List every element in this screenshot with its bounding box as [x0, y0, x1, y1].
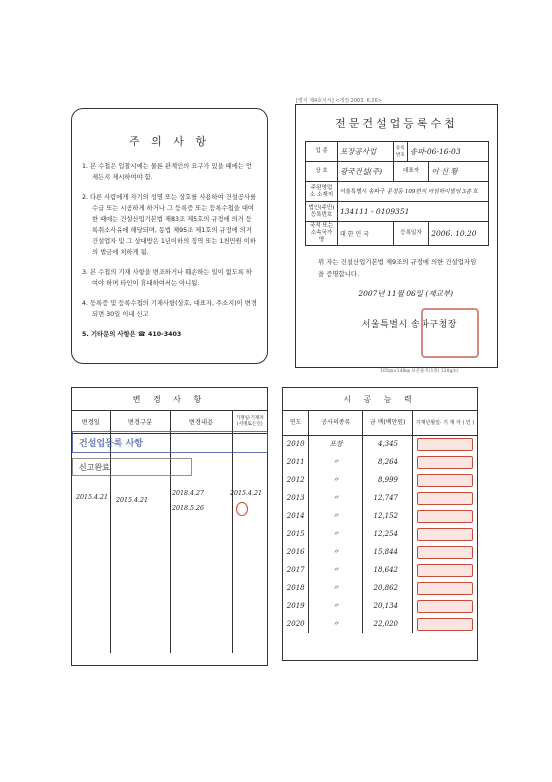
perf-stamp-cell [413, 471, 478, 489]
certificate-statement: 위 자는 건설산업기본법 제9조의 규정에 의한 건설업자임을 증명합니다. [318, 258, 477, 278]
perf-table [283, 411, 477, 633]
notice-list [82, 161, 257, 340]
address-label: 주된영업소 소재지 [306, 182, 338, 202]
perf-type-cell: 〃 [309, 597, 363, 615]
certificate-table [305, 141, 489, 246]
changes-header-type: 변경구분 [110, 411, 170, 433]
perf-year-cell: 2015 [283, 525, 309, 543]
notice-item-contact: 5. 기타문의 사항은 ☎ 410-3403 [82, 331, 182, 338]
perf-year-cell: 2012 [283, 471, 309, 489]
notice-panel [71, 108, 268, 364]
construction-capacity-panel [282, 387, 478, 661]
changes-title: 변 경 사 항 [72, 388, 267, 411]
reg-date-label: 등록일자 [393, 222, 428, 246]
perf-title: 시 공 능 력 [283, 388, 477, 411]
perf-type-cell: 〃 [309, 579, 363, 597]
perf-year-cell: 2014 [283, 507, 309, 525]
table-row [283, 453, 477, 471]
perf-type-cell: 〃 [309, 525, 363, 543]
red-stamp-icon [417, 438, 473, 451]
perf-stamp-cell [413, 579, 478, 597]
perf-amount-cell: 12,747 [363, 489, 413, 507]
red-stamp-icon [417, 546, 473, 559]
business-label: 업 종 [306, 142, 338, 162]
table-row [283, 615, 477, 633]
nationality-value: 대 한 민 국 [338, 222, 394, 246]
table-row [283, 525, 477, 543]
signature-seal-icon [236, 502, 248, 516]
table-row [283, 471, 477, 489]
table-row [283, 507, 477, 525]
reg-no-label: 등록번호 [393, 142, 407, 162]
red-stamp-icon [417, 492, 473, 505]
perf-amount-cell: 18,642 [363, 561, 413, 579]
perf-year-cell: 2013 [283, 489, 309, 507]
notice-title: 주 의 사 항 [129, 135, 210, 148]
perf-year-cell: 2020 [283, 615, 309, 633]
perf-stamp-cell [413, 453, 478, 471]
changes-header-content: 변경내용 [170, 411, 232, 433]
red-stamp-icon [417, 456, 473, 469]
perf-type-cell: 〃 [309, 471, 363, 489]
notice-item: 4. 등록증 및 등록수첩의 기재사항(상호, 대표자, 주소지)이 변경되면 30일 이내 신고 [82, 300, 257, 318]
perf-year-cell: 2018 [283, 579, 309, 597]
perf-header-recorded: 기재년월일· 기 재 자 ( 인 ) [413, 411, 478, 435]
perf-stamp-cell [413, 435, 478, 453]
perf-amount-cell: 15,844 [363, 543, 413, 561]
changes-header-signed: 기재일·기재자 (서명또는인) [232, 411, 267, 433]
red-stamp-icon [417, 618, 473, 631]
perf-stamp-cell [413, 525, 478, 543]
perf-type-cell: 〃 [309, 561, 363, 579]
registration-stamp: 건설업등록 사항 [72, 431, 268, 453]
perf-type-cell: 포장 [309, 435, 363, 453]
changes-header-date: 변경일 [72, 411, 110, 433]
reg-no-value: 송파-06-16-03 [407, 142, 488, 162]
change-content-entry-1: 2018.4.27 [172, 490, 205, 497]
address-value [338, 182, 489, 202]
perf-type-cell: 〃 [309, 453, 363, 471]
notice-item: 1. 본 수첩은 입찰시에는 물론 관계인의 요구가 있을 때에는 언제든지 제시하여야 함. [82, 163, 253, 181]
certificate-title: 전문건설업등록수첩 [335, 117, 458, 130]
address-prefix: 서울특별시 송파구 [340, 188, 386, 195]
report-stamp: 신고완료 [72, 458, 192, 476]
perf-header-type: 공사의종류 [309, 411, 363, 435]
company-label: 상 호 [306, 162, 338, 182]
form-number: [별지 제4호서식] <개정 2003. 6.26> [296, 98, 382, 104]
business-value: 포장공사업 [338, 142, 394, 162]
red-stamp-icon [417, 474, 473, 487]
change-date-entry: 2015.4.21 [76, 494, 109, 501]
perf-type-cell: 〃 [309, 489, 363, 507]
changes-col-signed [232, 433, 267, 653]
perf-header-amount: 금 액(백만원) [363, 411, 413, 435]
perf-stamp-cell [413, 543, 478, 561]
red-stamp-icon [417, 564, 473, 577]
perf-year-cell: 2011 [283, 453, 309, 471]
table-row [283, 579, 477, 597]
perf-stamp-cell [413, 507, 478, 525]
paper-spec: 105㎜×148㎜ 보존용지(1종) 120g/㎡ [380, 369, 459, 374]
issuer: 서울특별시 송파구청장 [361, 320, 457, 330]
perf-amount-cell: 4,345 [363, 435, 413, 453]
change-content-entry-2: 2018.5.26 [172, 505, 205, 512]
perf-amount-cell: 12,152 [363, 507, 413, 525]
perf-stamp-cell [413, 615, 478, 633]
notice-item: 3. 본 수첩의 기재 사항을 변조하거나 훼손하는 일이 없도록 하여야 하며 타인이 휴대하여서는 아니됨. [82, 269, 253, 287]
official-seal-icon [421, 308, 479, 358]
table-row [283, 435, 477, 453]
red-stamp-icon [417, 528, 473, 541]
change-history-panel [71, 387, 268, 666]
table-row [283, 543, 477, 561]
notice-item: 2. 다른 사람에게 자기의 성명 또는 상호를 사용하여 건설공사를 수급 또는 시공하게 하거나 그 등록증 또는 등록수첩을 대여한 때에는 건설산업기본법 제83조 제5호의 규정에 의거 등록취소사유에 해당되며, 동법 제95조 제1호의 규정에 의거 건설업자 및 그 상대방은 1년이하의 징역 또는 1천만원 이하의 벌금에 처하게 됨. [82, 194, 257, 256]
table-row [283, 561, 477, 579]
reg-date-value: 2006. 10.20 [429, 222, 489, 246]
address-handwritten: 문정동 109번지 아임하이빌딩 3층 [386, 188, 472, 195]
change-type-entry: 2015.4.21 [116, 497, 149, 504]
perf-stamp-cell [413, 561, 478, 579]
company-value: 광국건설(주) [338, 162, 394, 182]
perf-type-cell: 〃 [309, 507, 363, 525]
table-row [283, 597, 477, 615]
perf-year-cell: 2010 [283, 435, 309, 453]
representative-value: 이 신 황 [429, 162, 489, 182]
perf-year-cell: 2017 [283, 561, 309, 579]
red-stamp-icon [417, 510, 473, 523]
perf-header-year: 연도 [283, 411, 309, 435]
table-row [283, 489, 477, 507]
perf-stamp-cell [413, 597, 478, 615]
perf-year-cell: 2019 [283, 597, 309, 615]
perf-amount-cell: 20,134 [363, 597, 413, 615]
perf-amount-cell: 22,020 [363, 615, 413, 633]
change-signed-entry: 2015.4.21 [230, 490, 263, 497]
nationality-label: 국적 또는 소속국가명 [306, 222, 338, 246]
perf-amount-cell: 12,254 [363, 525, 413, 543]
perf-amount-cell: 8,999 [363, 471, 413, 489]
perf-amount-cell: 20,862 [363, 579, 413, 597]
representative-label: 대표자 [393, 162, 428, 182]
red-stamp-icon [417, 600, 473, 613]
address-suffix: 호 [473, 188, 479, 195]
perf-type-cell: 〃 [309, 615, 363, 633]
perf-type-cell: 〃 [309, 543, 363, 561]
perf-amount-cell: 8,264 [363, 453, 413, 471]
perf-rows [283, 435, 477, 633]
corp-no-value: 134111 - 0109351 [338, 202, 489, 222]
corp-no-label: 법인(주민) 등록번호 [306, 202, 338, 222]
perf-stamp-cell [413, 489, 478, 507]
perf-year-cell: 2016 [283, 543, 309, 561]
issue-date: 2007년 11월 06일 (재교부) [358, 289, 453, 298]
red-stamp-icon [417, 582, 473, 595]
